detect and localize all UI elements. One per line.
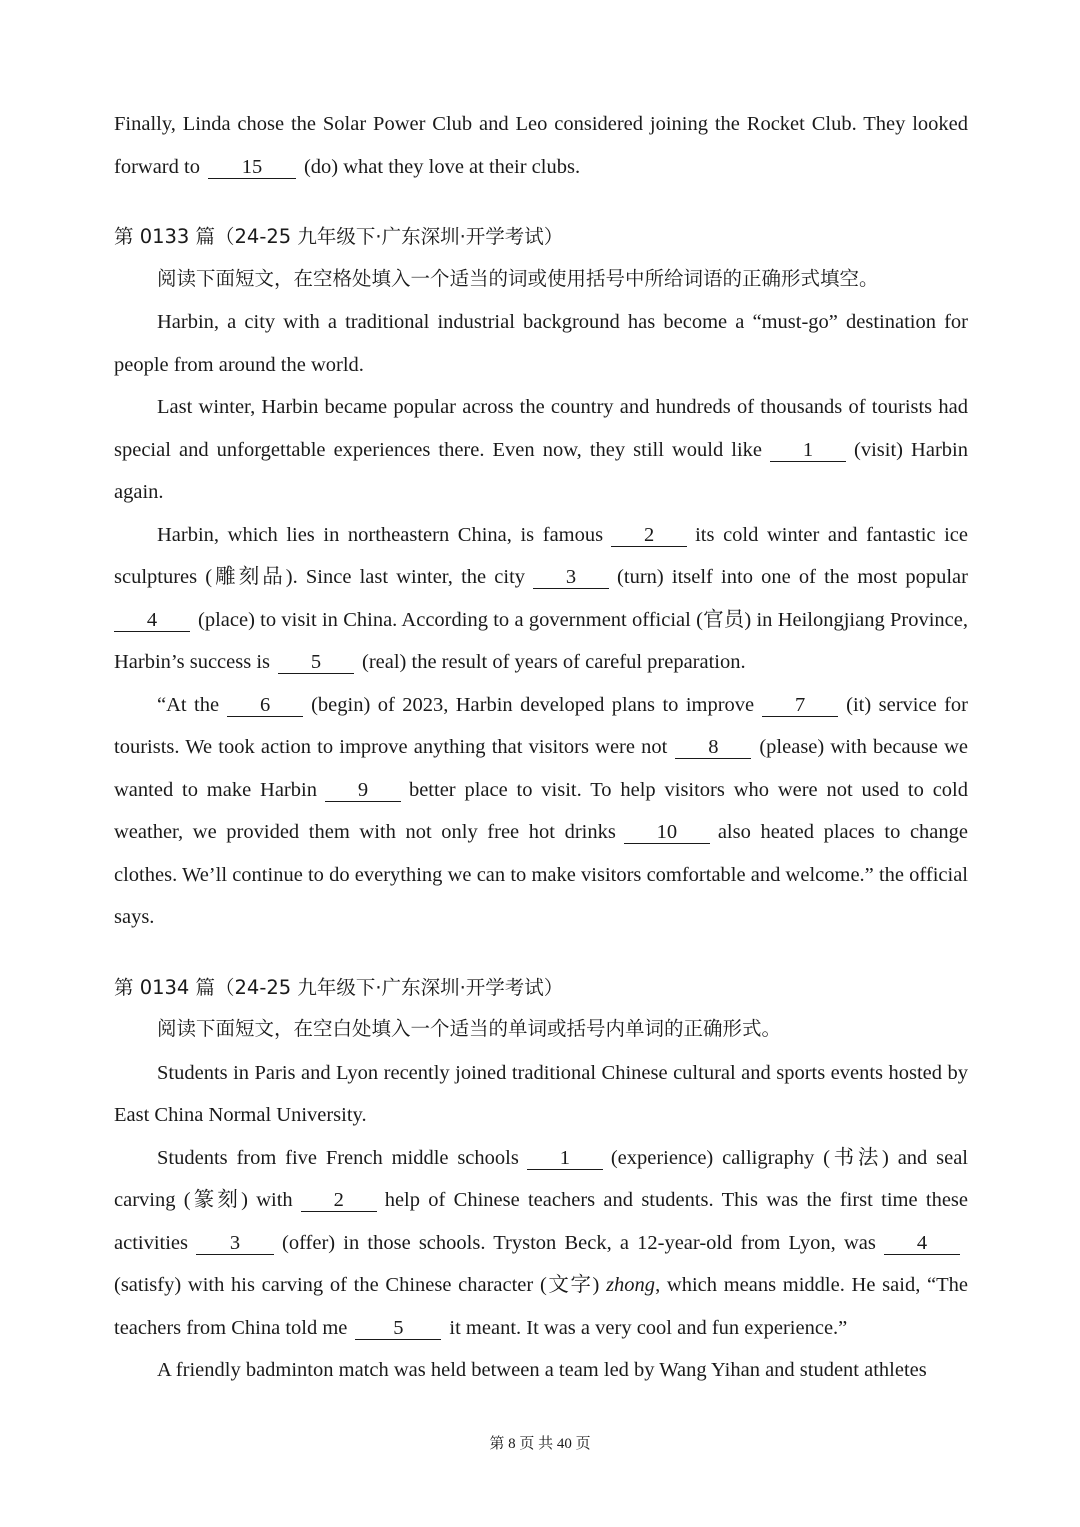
blank-2: 2 [611, 524, 687, 547]
text-segment: (begin) of 2023, Harbin developed plans to improve [311, 693, 755, 716]
blank-2: 2 [301, 1189, 377, 1212]
passage-0134-instruction: 阅读下面短文，在空白处填入一个适当的单词或括号内单词的正确形式。 [157, 1019, 782, 1040]
passage-0133-paragraph-2 [114, 386, 968, 514]
prev-passage-paragraph [114, 103, 968, 188]
passage-0133-paragraph-3 [114, 514, 968, 684]
passage-0134-title: 第 0134 篇（24-25 九年级下·广东深圳·开学考试） [114, 975, 564, 999]
page-number-footer: 第 8 页 共 40 页 [489, 1436, 591, 1452]
blank-4: 4 [884, 1232, 960, 1255]
passage-0133-instruction: 阅读下面短文，在空格处填入一个适当的词或使用括号中所给词语的正确形式填空。 [157, 268, 879, 290]
text-segment: (it) service for tourists. We took action to improve anything that visitors were not [114, 693, 968, 758]
text-segment: Students from five French middle schools [157, 1146, 519, 1169]
text-segment: (turn) itself into one of the most popular [617, 566, 968, 588]
text-segment: Harbin, which lies in northeastern China, is famous [157, 523, 604, 546]
blank-3: 3 [533, 566, 609, 589]
blank-10: 10 [624, 821, 710, 844]
passage-0133-title: 第 0133 篇（24-25 九年级下·广东深圳·开学考试） [114, 225, 564, 248]
page-content [114, 103, 968, 1392]
prev-passage-text-end: (do) what they love at their clubs. [303, 155, 581, 178]
text-segment: Last winter, Harbin became popular across the country and hundreds of thousands of tourists had special and unforgettable experiences there. Even now, they still would like [114, 396, 968, 461]
blank-4: 4 [114, 609, 190, 632]
blank-7: 7 [762, 694, 838, 717]
prev-passage-text: Finally, Linda chose the Solar Power Club and Leo considered joining the Rocket Club. They looked forward to [114, 113, 968, 178]
text-segment: help of Chinese teachers and students. This was the first time these activities [114, 1189, 969, 1254]
text-segment: (satisfy) with his carving of the Chinese character (文字) [114, 1274, 600, 1296]
passage-0134-paragraph-2 [114, 1137, 968, 1350]
text-segment: better place to visit. To help visitors who were not used to cold weather, we provided them with not only free hot drinks [114, 778, 968, 843]
text-segment: (please) with because we wanted to make Harbin [114, 736, 968, 801]
text-segment: (place) to visit in China. According to a government official (官员) in Heilongjiang Province, Harbin’s success is [114, 608, 968, 673]
text-segment: its cold winter and fantastic ice sculptures (雕刻品). Since last winter, the city [114, 523, 969, 588]
text-segment: (real) the result of years of careful preparation. [362, 651, 746, 673]
text-segment: also heated places to change clothes. We’ll continue to do everything we can to make visitors comfortable and welcome.” the official says. [114, 821, 968, 928]
passage-0133-paragraph-1: Harbin, a city with a traditional industrial background has become a “must-go” destination for people from around the world. [114, 311, 968, 376]
text-segment: it meant. It was a very cool and fun experience.” [449, 1316, 848, 1339]
italic-word: zhong [606, 1274, 656, 1296]
blank-1: 1 [527, 1147, 603, 1170]
blank-5: 5 [278, 651, 354, 674]
blank-5: 5 [355, 1317, 441, 1340]
text-segment: (offer) in those schools. Tryston Beck, a 12-year-old from Lyon, was [282, 1231, 876, 1254]
text-segment: , which means middle. He said, “The teachers from China told me [114, 1274, 968, 1339]
blank-8: 8 [675, 736, 751, 759]
blank-6: 6 [227, 694, 303, 717]
passage-0133-paragraph-4 [114, 684, 968, 939]
text-segment: “At the [157, 693, 220, 716]
text-segment: (visit) Harbin again. [114, 438, 968, 503]
passage-0134-paragraph-1: Students in Paris and Lyon recently joined traditional Chinese cultural and sports events hosted by East China Normal University. [114, 1061, 968, 1126]
blank-1: 1 [770, 439, 846, 462]
blank-15: 15 [208, 156, 296, 179]
blank-3: 3 [196, 1232, 274, 1255]
text-segment: (experience) calligraphy (书法) and seal carving (篆刻) with [114, 1146, 968, 1211]
blank-9: 9 [325, 779, 401, 802]
passage-0134-paragraph-3: A friendly badminton match was held between a team led by Wang Yihan and student athletes [157, 1359, 927, 1381]
